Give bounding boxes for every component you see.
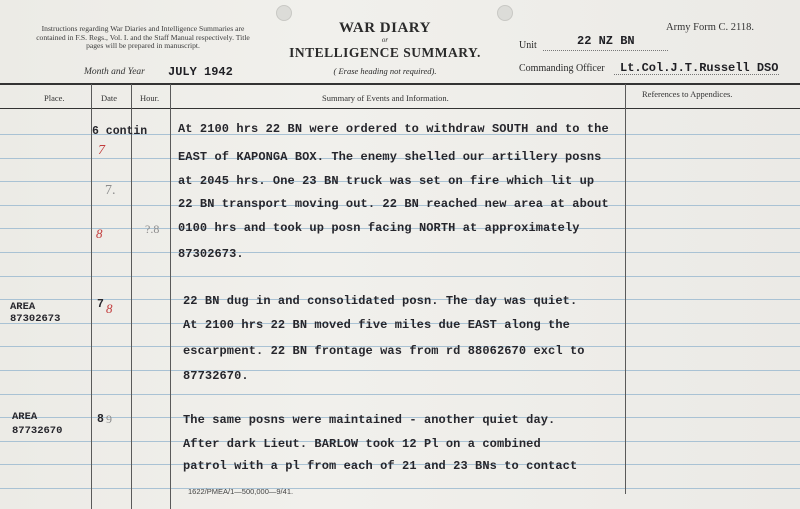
entry-3-date: 8 (97, 413, 104, 426)
column-header-summary: Summary of Events and Information. (322, 93, 449, 103)
ruled-line (0, 394, 800, 395)
unit-value: 22 NZ BN (577, 34, 635, 48)
footer-print-code: 1622/PMEA/1—500,000—9/41. (188, 487, 294, 496)
column-header-references: References to Appendices. (642, 89, 733, 99)
month-year-value: JULY 1942 (168, 65, 233, 79)
entry-1-line: EAST of KAPONGA BOX. The enemy shelled our artillery posns (178, 150, 602, 164)
entry-1-annotation: 7 (98, 143, 105, 158)
co-dotted-line (614, 74, 779, 75)
entry-2-annotation: 8 (106, 301, 113, 316)
entry-1-annotation: 8 (96, 226, 103, 241)
header-rule-top (0, 83, 800, 85)
entry-2-line: 87732670. (183, 369, 249, 383)
column-header-hour: Hour. (140, 93, 160, 103)
instructions-note: Instructions regarding War Diaries and Intelligence Summaries are contained in F.S. Regs., Vol. I. and the Staff Manual respectively. Title pages will be prepared in manuscript. (36, 24, 250, 51)
unit-label: Unit (519, 40, 537, 51)
erase-heading-note: ( Erase heading not required). (333, 66, 437, 76)
ruled-line (0, 370, 800, 371)
title-or: or (381, 36, 389, 44)
column-rule-summary (625, 84, 626, 494)
entry-2-line: At 2100 hrs 22 BN moved five miles due EAST along the (183, 318, 570, 332)
entry-3-line: After dark Lieut. BARLOW took 12 Pl on a combined (183, 437, 541, 451)
title-intelligence-summary: INTELLIGENCE SUMMARY. (289, 45, 481, 60)
commanding-officer-value: Lt.Col.J.T.Russell DSO (620, 61, 779, 75)
entry-1-line: 87302673. (178, 247, 244, 261)
entry-1-line: at 2045 hrs. One 23 BN truck was set on fire which lit up (178, 174, 595, 188)
entry-2-place-line: AREA (10, 301, 36, 313)
commanding-officer-label: Commanding Officer (519, 63, 605, 74)
army-form-number: Army Form C. 2118. (666, 22, 754, 33)
ruled-line (0, 276, 800, 277)
month-year-label: Month and Year (84, 67, 145, 77)
column-rule-place (91, 84, 92, 509)
entry-1-line: 22 BN transport moving out. 22 BN reached new area at about (178, 197, 609, 211)
entry-3-place-line: AREA (12, 411, 38, 423)
ruled-line (0, 488, 800, 489)
entry-2-line: 22 BN dug in and consolidated posn. The day was quiet. (183, 294, 578, 308)
entry-2-date: 7 (97, 298, 104, 311)
column-rule-date (131, 84, 132, 509)
unit-dotted-line (543, 50, 668, 51)
entry-3-annotation: 9 (106, 412, 112, 426)
ruled-line (0, 252, 800, 253)
entry-1-line: At 2100 hrs 22 BN were ordered to withdraw SOUTH and to the (178, 122, 609, 136)
entry-1-line: 0100 hrs and took up posn facing NORTH at approximately (178, 221, 580, 235)
entry-3-line: patrol with a pl from each of 21 and 23 BNs to contact (183, 459, 578, 473)
column-header-place: Place. (44, 93, 65, 103)
entry-1-annotation: 7. (105, 183, 116, 198)
column-rule-hour (170, 84, 171, 509)
entry-1-date: 6 contin (92, 125, 148, 138)
punch-hole (497, 5, 513, 21)
entry-3-place-line: 87732670 (12, 425, 63, 437)
entry-2-line: escarpment. 22 BN frontage was from rd 88062670 excl to (183, 344, 585, 358)
entry-1-annotation: ?.8 (145, 222, 160, 236)
header-rule-bottom (0, 108, 800, 109)
punch-hole (276, 5, 292, 21)
column-header-date: Date (101, 93, 118, 103)
entry-2-place-line: 87302673 (10, 313, 61, 325)
entry-3-line: The same posns were maintained - another quiet day. (183, 413, 556, 427)
title-war-diary: WAR DIARY (339, 20, 431, 36)
